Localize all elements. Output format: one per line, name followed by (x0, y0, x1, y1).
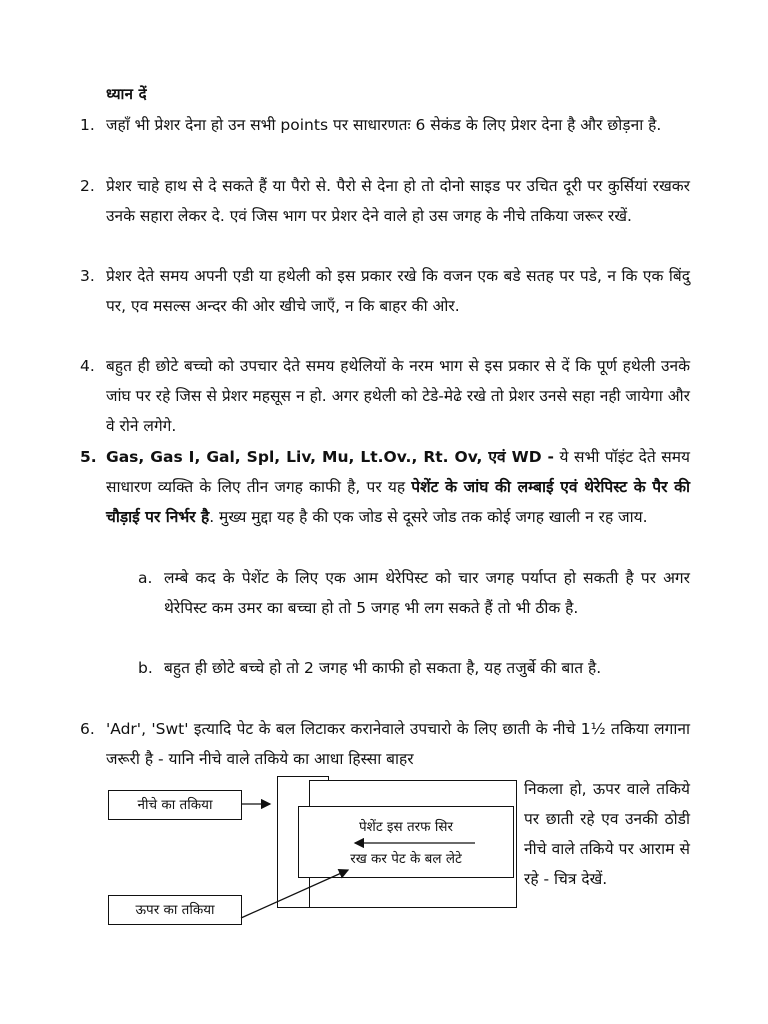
item-bold-points: Gas, Gas I, Gal, Spl, Liv, Mu, Lt.Ov., Rt. Ov, एवं WD - (106, 448, 554, 466)
item-number: 5. (80, 448, 97, 466)
sub-item-letter: a. (138, 569, 153, 587)
item-number: 4. (80, 357, 95, 375)
item-number: 1. (80, 116, 95, 134)
patient-direction-line2: रख कर पेट के बल लेटे (350, 851, 462, 867)
item-text: बहुत ही छोटे बच्चो को उपचार देते समय हथेलियों के नरम भाग से इस प्रकार से दें कि पूर्ण हथेली उनके जांघ पर रहे जिस से प्रेशर महसूस न हो. अगर हथेली को टेडे-मेढे रखे तो प्रेशर उनसे सहा नही जायेगा और वे रोने लगेगे. (106, 357, 690, 435)
item-number: 3. (80, 267, 95, 285)
arrow-to-upper-pillow (241, 870, 348, 918)
sub-item-text: बहुत ही छोटे बच्चे हो तो 2 जगह भी काफी हो सकता है, यह तजुर्बे की बात है. (164, 659, 602, 677)
item-text: प्रेशर चाहे हाथ से दे सकते हैं या पैरो से. पैरो से देना हो तो दोनो साइड पर उचित दूरी पर कुर्सियां रखकर उनके सहारा लेकर दे. एवं जिस भाग पर प्रेशर देने वाले हो उस जगह के नीचे तकिया जरूर रखें. (106, 177, 690, 225)
patient-direction-line1: पेशेंट इस तरफ सिर (358, 819, 454, 835)
item-text: प्रेशर देते समय अपनी एडी या हथेली को इस प्रकार रखे कि वजन एक बडे सतह पर पडे, न कि एक बिंदु पर, एव मसल्स अन्दर की ओर खीचे जाएँ, न कि बाहर की ओर. (106, 267, 690, 315)
label-upper-pillow: ऊपर का तकिया (108, 895, 242, 925)
item-number: 6. (80, 720, 95, 738)
item-text-part: ये सभी पॉइंट देते समय साधारण व्यक्ति के लिए तीन जगह काफी है, पर यह (106, 448, 690, 496)
item-text: 'Adr', 'Swt' इत्यादि पेट के बल लिटाकर करानेवाले उपचारो के लिए छाती के नीचे 1½ तकिया लगाना जरूरी है - यानि नीचे वाले तकिये का आधा हिस्सा बाहर (106, 720, 690, 768)
page-heading: ध्यान दें (106, 85, 147, 103)
item-6-side-text: निकला हो, ऊपर वाले तकिये पर छाती रहे एव उनकी ठोडी नीचे वाले तकिये पर आराम से रहे - चित्र देखें. (524, 780, 690, 888)
item-bold-emphasis: पेशेंट के जांघ की लम्बाई एवं थेरेपिस्ट के पैर की चौड़ाई पर निर्भर है (106, 478, 690, 526)
item-number: 2. (80, 177, 95, 195)
item-text-part: . मुख्य मुद्दा यह है की एक जोड से दूसरे जोड तक कोई जगह खाली न रह जाय. (209, 508, 648, 526)
sub-item-letter: b. (138, 659, 153, 677)
item-text: जहाँ भी प्रेशर देना हो उन सभी points पर साधारणतः 6 सेकंड के लिए प्रेशर देना है और छोड़ना है. (106, 116, 662, 134)
label-lower-pillow: नीचे का तकिया (108, 790, 242, 820)
sub-item-text: लम्बे कद के पेशेंट के लिए एक आम थेरेपिस्ट को चार जगह पर्याप्त हो सकती है पर अगर थेरेपिस्ट कम उमर का बच्चा हो तो 5 जगह भी लग सकते हैं तो भी ठीक है. (164, 569, 690, 617)
